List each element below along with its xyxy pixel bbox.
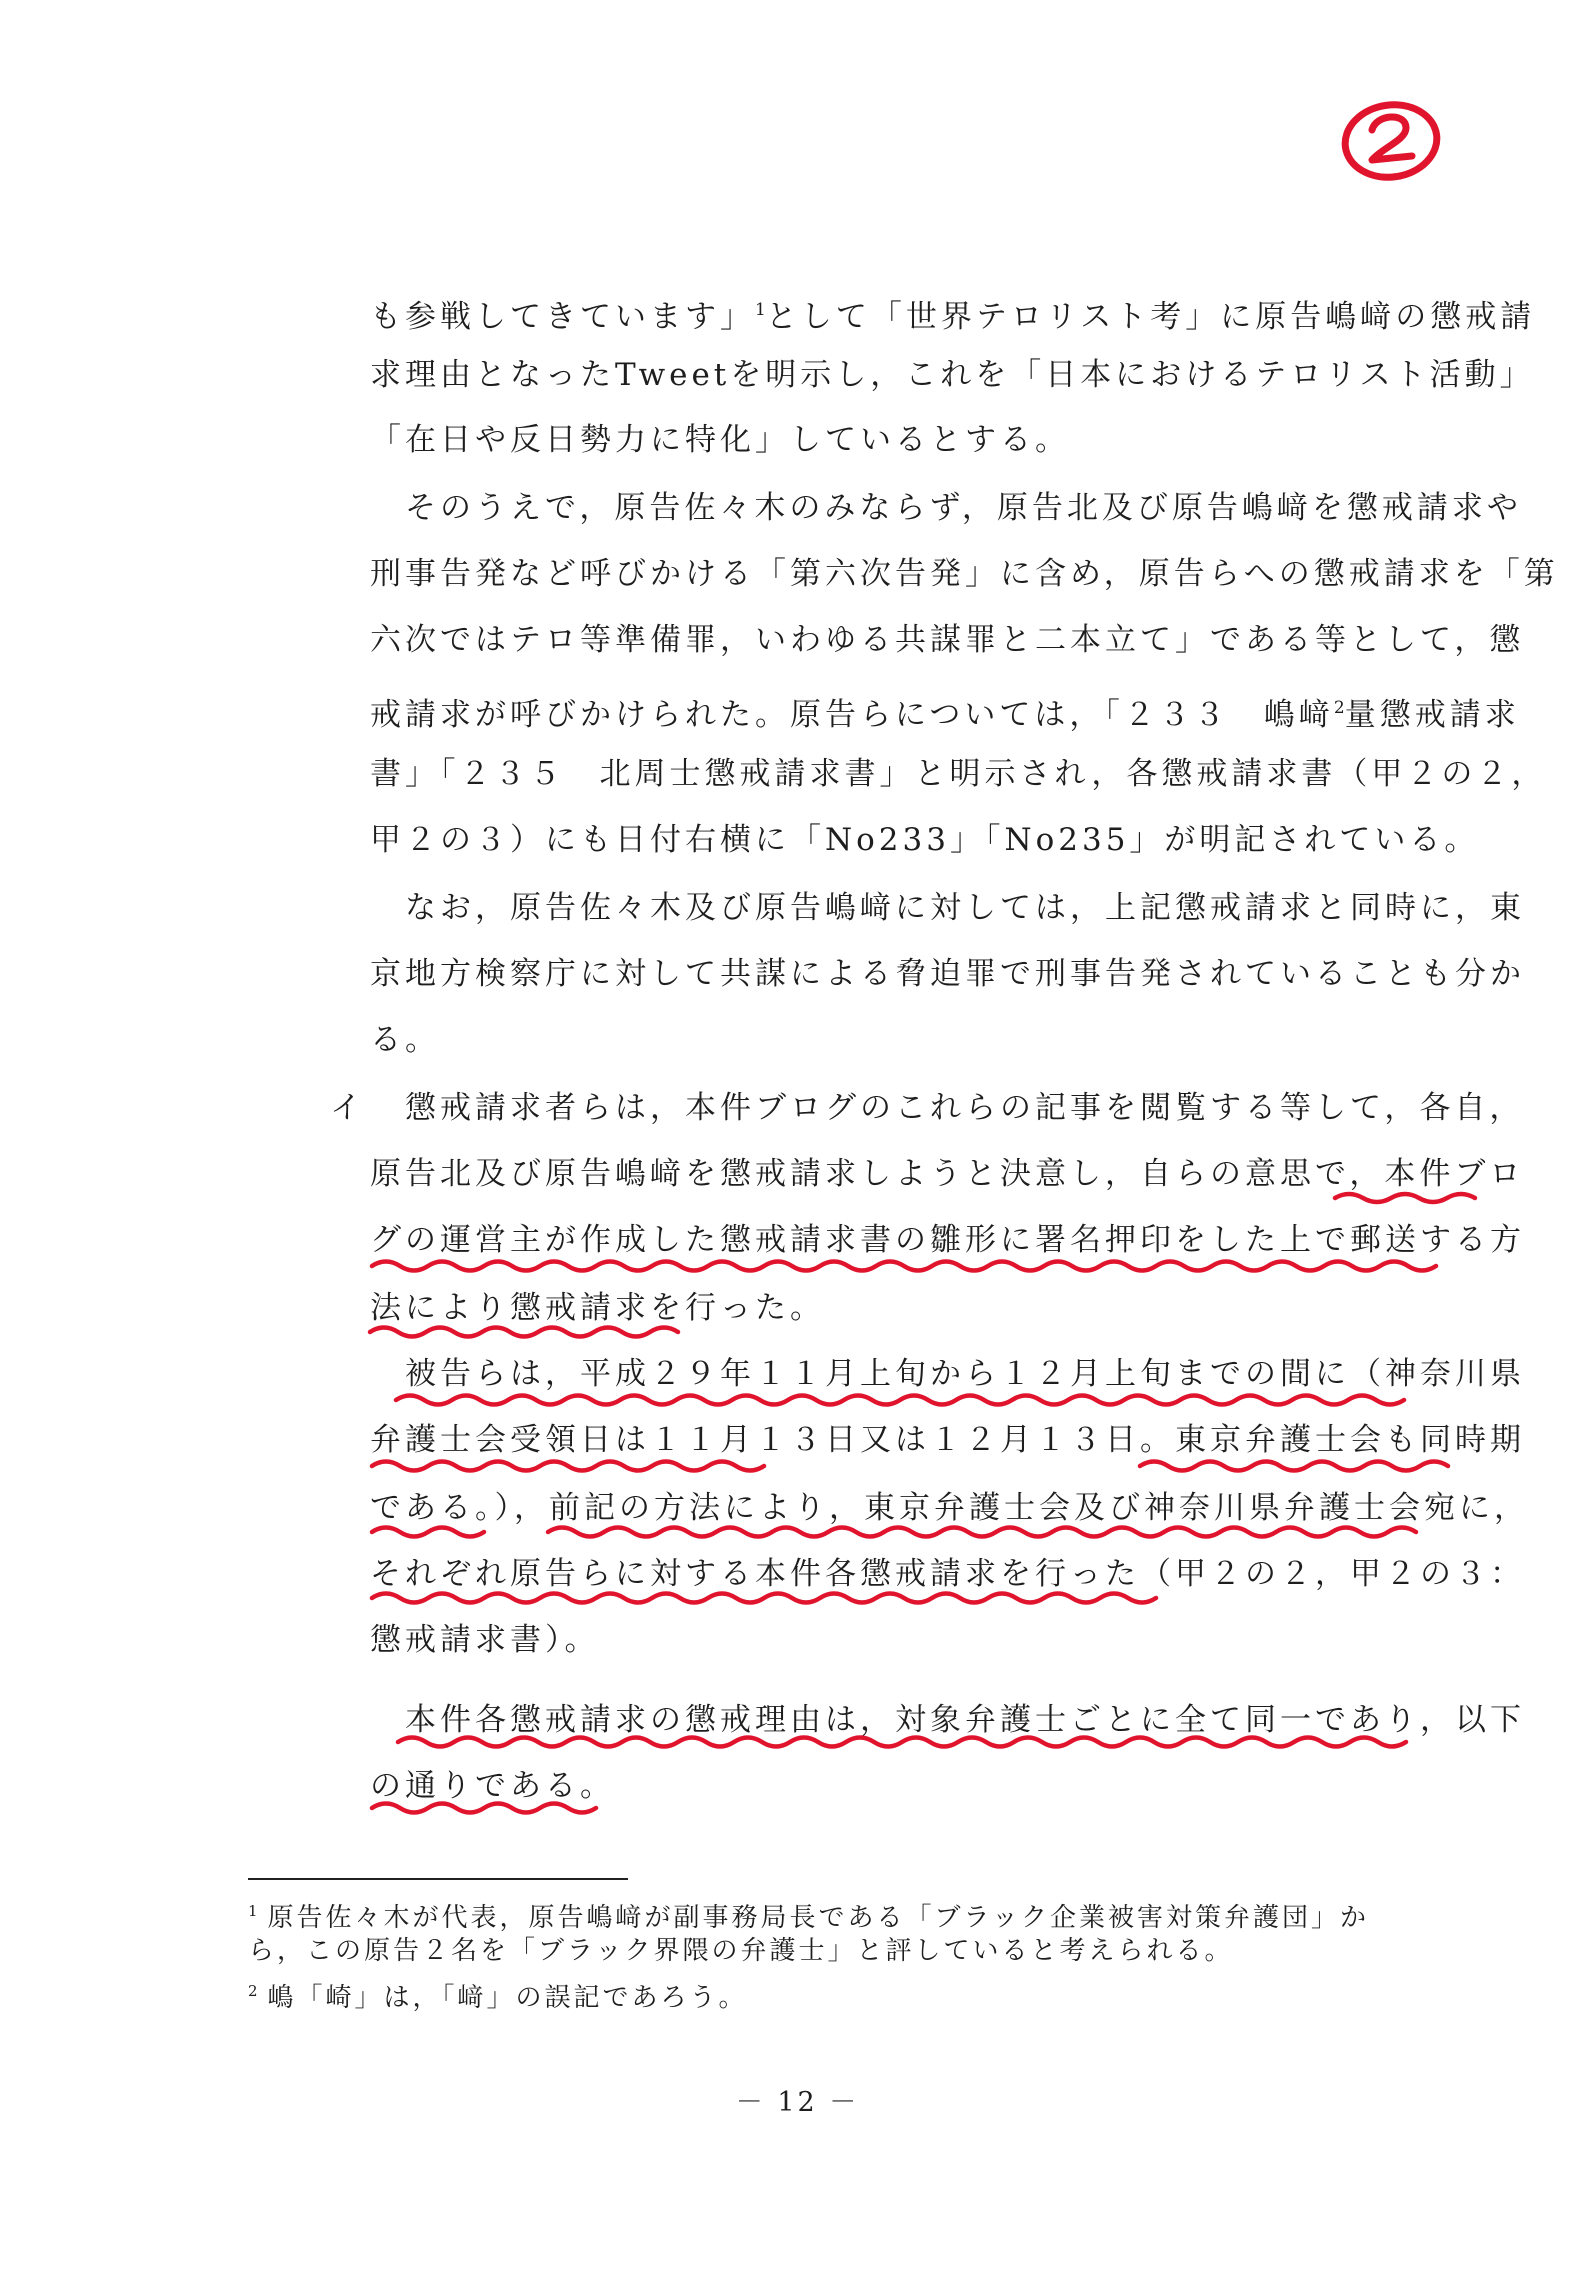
body-line: 書」「２３５ 北周士懲戒請求書」と明示され，各懲戒請求書（甲２の２，: [370, 756, 1547, 792]
page-number: － 12 －: [735, 2087, 860, 2118]
footnote-number: 1: [248, 1902, 258, 1920]
body-line: なお，原告佐々木及び原告嶋﨑に対しては，上記懲戒請求と同時に，東: [370, 890, 1525, 926]
handwritten-circled-number: [1336, 96, 1446, 186]
body-line: 甲２の３）にも日付右横に「No233」「No235」が明記されている。: [370, 822, 1480, 858]
body-line: も参戦してきています」$^1$として「世界テロリスト考」に原告嶋﨑の懲戒請: [370, 299, 1536, 335]
body-line: 懲戒請求者らは，本件ブログのこれらの記事を閲覧する等して，各自，: [405, 1090, 1525, 1126]
body-line: 戒請求が呼びかけられた。原告らについては，「２３３ 嶋﨑$^2$量懲戒請求: [370, 697, 1520, 733]
body-line: 刑事告発など呼びかける「第六次告発」に含め，原告らへの懲戒請求を「第: [370, 556, 1559, 592]
body-line: 懲戒請求書）。: [370, 1622, 600, 1658]
body-line: 原告北及び原告嶋﨑を懲戒請求しようと決意し，自らの意思で，本件ブロ: [370, 1156, 1525, 1192]
body-line: 本件各懲戒請求の懲戒理由は，対象弁護士ごとに全て同一であり，以下: [370, 1702, 1525, 1738]
body-line: 被告らは，平成２９年１１月上旬から１２月上旬までの間に（神奈川県: [370, 1356, 1525, 1392]
footnote-1: $^1$ 原告佐々木が代表，原告嶋﨑が副事務局長である「ブラック企業被害対策弁護団」か: [248, 1902, 1370, 1933]
body-line: である。），前記の方法により，東京弁護士会及び神奈川県弁護士会宛に，: [370, 1490, 1529, 1526]
footnote-ref: 1: [755, 300, 766, 320]
footnote-separator: [248, 1878, 628, 1880]
body-line: の通りである。: [370, 1768, 615, 1804]
footnote-2: $^2$ 嶋「崎」は，「﨑」の誤記であろう。: [248, 1982, 748, 2013]
footnote-number: 2: [248, 1982, 258, 2000]
body-line: グの運営主が作成した懲戒請求書の雛形に署名押印をした上で郵送する方: [370, 1222, 1525, 1258]
body-line: 法により懲戒請求を行った。: [370, 1290, 825, 1326]
body-line: 弁護士会受領日は１１月１３日又は１２月１３日。東京弁護士会も同時期: [370, 1422, 1525, 1458]
footnote-1-continued: ら，この原告２名を「ブラック界隈の弁護士」と評していると考えられる。: [248, 1936, 1234, 1966]
body-line: る。: [370, 1022, 440, 1058]
body-line: 求理由となったTweetを明示し，これを「日本におけるテロリスト活動」: [370, 357, 1535, 393]
body-line: それぞれ原告らに対する本件各懲戒請求を行った（甲２の２，甲２の３：: [370, 1556, 1525, 1592]
footnote-ref: 2: [1333, 698, 1345, 718]
body-line: 「在日や反日勢力に特化」しているとする。: [370, 422, 1070, 458]
body-line: そのうえで，原告佐々木のみならず，原告北及び原告嶋﨑を懲戒請求や: [370, 490, 1522, 526]
body-line: 京地方検察庁に対して共謀による脅迫罪で刑事告発されていることも分か: [370, 956, 1525, 992]
body-line: 六次ではテロ等準備罪，いわゆる共謀罪と二本立て」である等として，懲: [370, 622, 1525, 658]
item-marker: イ: [330, 1090, 361, 1126]
